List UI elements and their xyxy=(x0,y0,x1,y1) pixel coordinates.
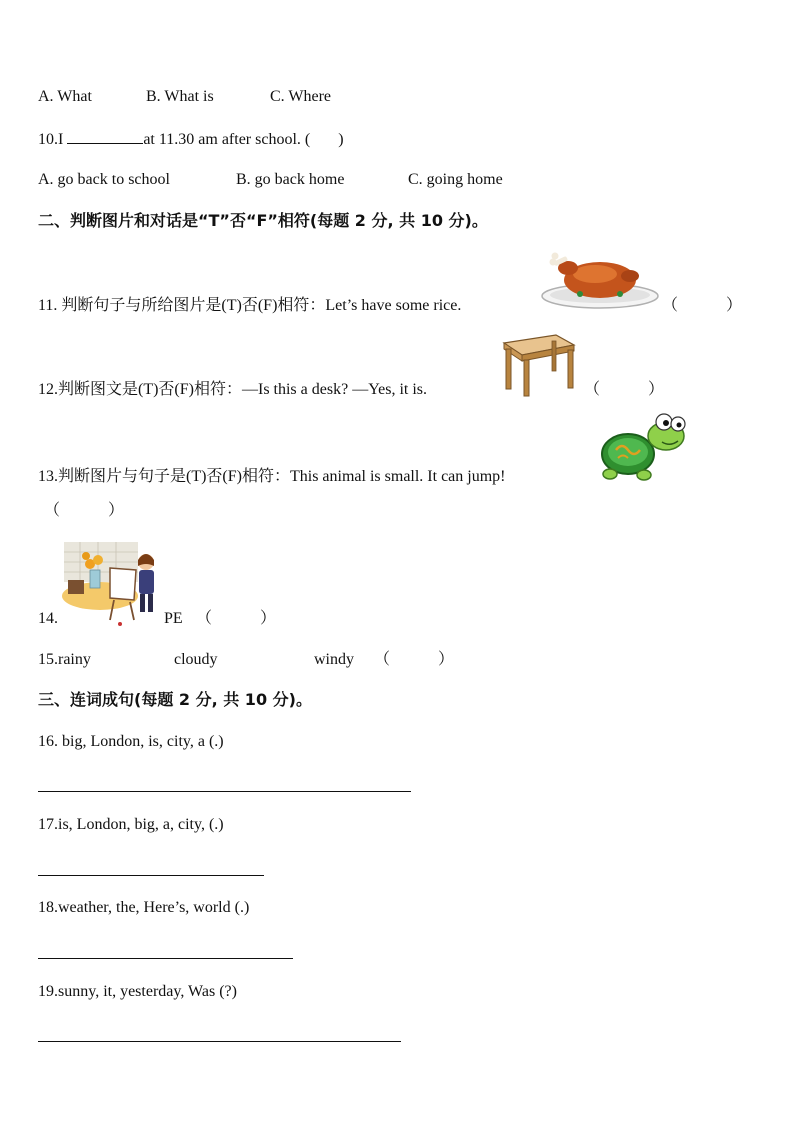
q14-number: 14. xyxy=(38,610,58,627)
q10-option-b: B. go back home xyxy=(236,171,345,188)
q14-answer-paren[interactable]: （ ） xyxy=(196,610,277,627)
q18-answer-line[interactable] xyxy=(38,958,293,959)
question-18: 18.weather, the, Here’s, world (.) xyxy=(38,899,250,916)
q15-word-3: windy xyxy=(314,651,354,668)
table-icon xyxy=(498,333,578,397)
question-12: 12.判断图文是(T)否(F)相符：—Is this a desk? —Yes, it is. xyxy=(38,381,428,398)
q15-number: 15.rainy xyxy=(38,651,91,668)
question-19: 19.sunny, it, yesterday, Was (?) xyxy=(38,983,237,1000)
q10-prefix: 10.I xyxy=(38,131,64,148)
q10-answer-blank[interactable] xyxy=(67,129,143,144)
q14-word: PE xyxy=(164,610,183,627)
section-2-title: 二、判断图片和对话是“T”否“F”相符(每题 2 分, 共 10 分)。 xyxy=(38,211,488,230)
q9-option-b: B. What is xyxy=(146,88,214,105)
q15-word-2: cloudy xyxy=(174,651,218,668)
question-17: 17.is, London, big, a, city, (.) xyxy=(38,816,224,833)
question-10 xyxy=(38,129,344,150)
q13-answer-paren[interactable]: （ ） xyxy=(44,502,125,519)
q10-close: ) xyxy=(338,131,344,148)
q9-option-a: A. What xyxy=(38,88,92,105)
q15-answer-paren[interactable]: （ ） xyxy=(374,651,455,668)
q10-option-c: C. going home xyxy=(408,171,503,188)
q10-option-a: A. go back to school xyxy=(38,171,170,188)
question-16: 16. big, London, is, city, a (.) xyxy=(38,733,224,750)
painting-girl-icon xyxy=(60,540,160,626)
q10-suffix: at 11.30 am after school. ( xyxy=(143,131,311,148)
section-3-title: 三、连词成句(每题 2 分, 共 10 分)。 xyxy=(38,690,312,709)
question-13: 13.判断图片与句子是(T)否(F)相符：This animal is small. It can jump! xyxy=(38,468,506,485)
q19-answer-line[interactable] xyxy=(38,1041,401,1042)
q12-answer-paren[interactable]: （ ） xyxy=(584,381,665,398)
turtle-icon xyxy=(598,410,690,484)
roast-turkey-icon xyxy=(540,250,660,312)
q17-answer-line[interactable] xyxy=(38,875,264,876)
q16-answer-line[interactable] xyxy=(38,791,411,792)
question-11: 11. 判断句子与所给图片是(T)否(F)相符：Let’s have some rice. xyxy=(38,297,462,314)
q11-answer-paren[interactable]: （ ） xyxy=(662,297,743,314)
q9-option-c: C. Where xyxy=(270,88,332,105)
